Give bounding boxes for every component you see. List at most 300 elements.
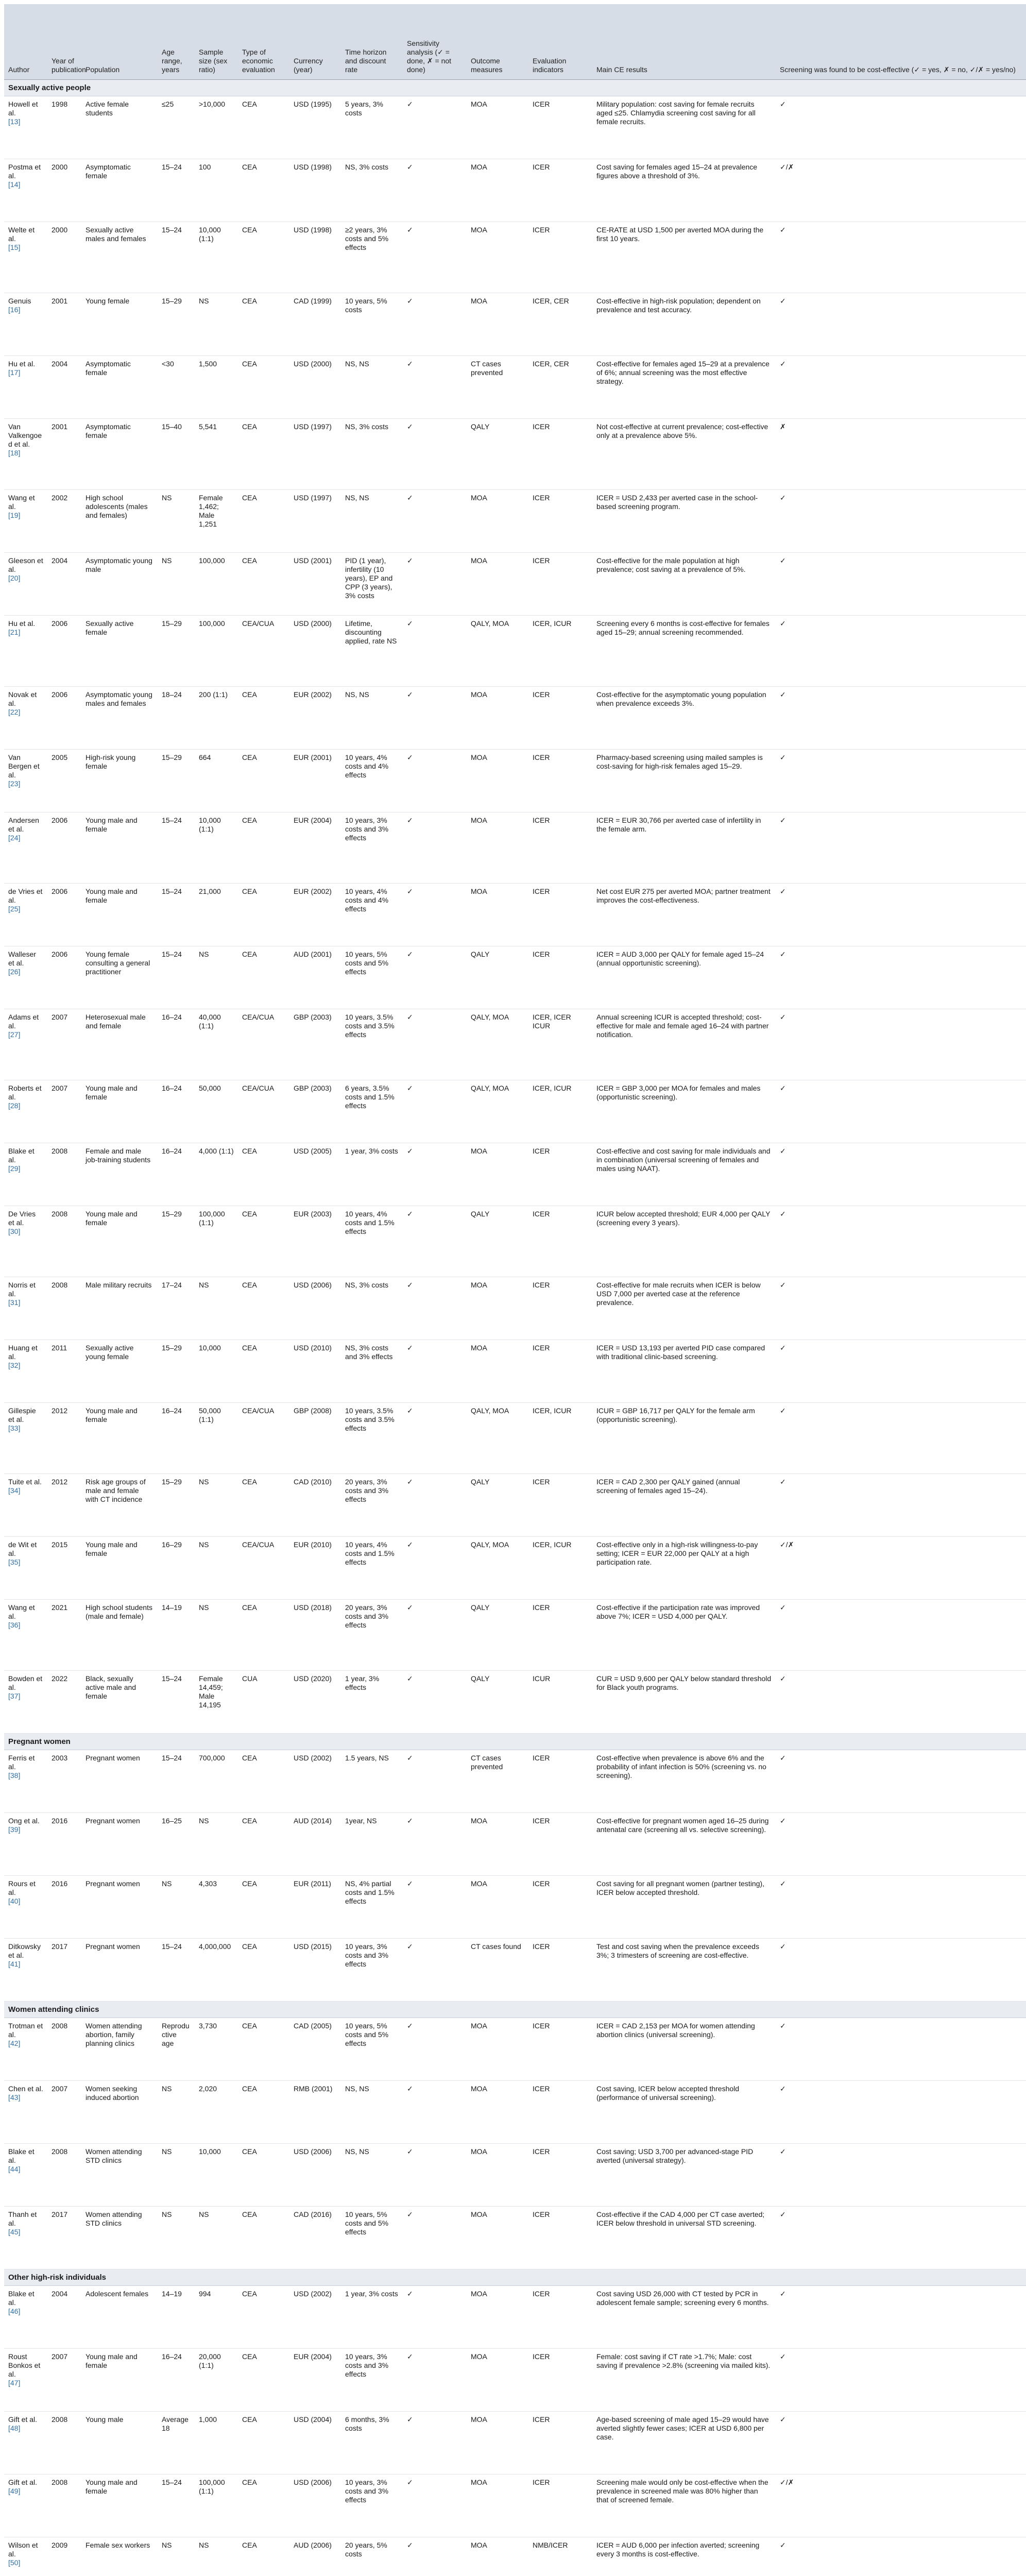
cell-population: Female sex workers <box>81 2537 158 2576</box>
table-row <box>4 418 1026 489</box>
reference-link[interactable]: [40] <box>8 1896 21 1905</box>
cell-evaluation-type: CUA <box>238 1670 289 1733</box>
cell-sensitivity: ✓ <box>403 96 467 159</box>
table-row <box>4 552 1026 615</box>
cell-age-range: NS <box>158 489 195 552</box>
cell-outcome-measures: MOA <box>467 2206 528 2269</box>
cell-cost-effective: ✓ <box>776 1402 1026 1473</box>
header-time-horizon: Time horizon and discount rate <box>341 4 403 79</box>
cell-population: Adolescent females <box>81 2285 158 2348</box>
cell-time-horizon: 10 years, 5% costs and 5% effects <box>341 2018 403 2080</box>
reference-link[interactable]: [44] <box>8 2164 21 2173</box>
cell-outcome-measures: CT cases found <box>467 1938 528 2001</box>
reference-link[interactable]: [15] <box>8 243 21 251</box>
cell-author <box>4 355 47 418</box>
cell-outcome-measures: QALY, MOA <box>467 1009 528 1080</box>
cell-time-horizon: 10 years, 5% costs and 5% effects <box>341 2206 403 2269</box>
reference-link[interactable]: [13] <box>8 117 21 126</box>
reference-link[interactable]: [42] <box>8 2039 21 2047</box>
cell-cost-effective: ✓ <box>776 1206 1026 1277</box>
header-currency: Currency (year) <box>289 4 341 79</box>
cell-currency: EUR (2001) <box>289 749 341 812</box>
table-row <box>4 2537 1026 2576</box>
cell-population: Sexually active young female <box>81 1340 158 1402</box>
cell-evaluation-type: CEA <box>238 1812 289 1875</box>
cell-currency: CAD (1999) <box>289 293 341 355</box>
cell-main-results: Pharmacy-based screening using mailed samples is cost-saving for high-risk females aged 15–29. <box>592 749 776 812</box>
reference-link[interactable]: [28] <box>8 1101 21 1110</box>
author-name: Gift et al. <box>8 2415 38 2424</box>
cell-time-horizon: 20 years, 3% costs and 3% effects <box>341 1599 403 1670</box>
cell-main-results: Cost-effective for the male population at high prevalence; cost saving at a prevalence of 5%. <box>592 552 776 615</box>
cell-population: Asymptomatic female <box>81 159 158 222</box>
cell-outcome-measures: MOA <box>467 2285 528 2348</box>
cell-sensitivity: ✓ <box>403 686 467 749</box>
reference-link[interactable]: [21] <box>8 628 21 636</box>
cell-currency: USD (1995) <box>289 96 341 159</box>
cell-evaluation-type: CEA <box>238 883 289 946</box>
table-row <box>4 1875 1026 1938</box>
cell-evaluation-type: CEA <box>238 2285 289 2348</box>
cell-age-range: 15–29 <box>158 1340 195 1402</box>
cell-main-results: ICUR = GBP 16,717 per QALY for the female arm (opportunistic screening). <box>592 1402 776 1473</box>
cell-sensitivity: ✓ <box>403 1277 467 1340</box>
cell-outcome-measures: MOA <box>467 222 528 293</box>
reference-link[interactable]: [27] <box>8 1030 21 1039</box>
cell-cost-effective: ✓ <box>776 222 1026 293</box>
cell-sample-size: NS <box>195 1277 238 1340</box>
cell-currency: EUR (2011) <box>289 1875 341 1938</box>
cell-main-results: Not cost-effective at current prevalence; cost-effective only at a prevalence above 5%. <box>592 418 776 489</box>
cell-sample-size: 3,730 <box>195 2018 238 2080</box>
cell-sensitivity: ✓ <box>403 2285 467 2348</box>
cell-outcome-measures: MOA <box>467 552 528 615</box>
table-row <box>4 1473 1026 1536</box>
cell-population: Young male <box>81 2411 158 2474</box>
cell-evaluation-type: CEA <box>238 489 289 552</box>
cell-population: Young female consulting a general practitioner <box>81 946 158 1009</box>
cell-evaluation-indicators: ICER <box>528 2348 592 2411</box>
author-name: Thanh et al. <box>8 2210 37 2227</box>
cell-age-range: 16–24 <box>158 2348 195 2411</box>
cell-year: 2008 <box>47 2018 81 2080</box>
cell-main-results: Cost-effective only in a high-risk willingness-to-pay setting; ICER = EUR 22,000 per QALY at a high participation rate. <box>592 1536 776 1599</box>
cell-author <box>4 812 47 883</box>
reference-link[interactable]: [49] <box>8 2486 21 2495</box>
reference-link[interactable]: [30] <box>8 1227 21 1235</box>
cell-evaluation-type: CEA <box>238 355 289 418</box>
cell-time-horizon: 1.5 years, NS <box>341 1750 403 1812</box>
cell-evaluation-indicators: ICER <box>528 812 592 883</box>
cell-outcome-measures: QALY, MOA <box>467 1080 528 1143</box>
cell-outcome-measures: MOA <box>467 159 528 222</box>
cell-author <box>4 1009 47 1080</box>
cell-evaluation-indicators: ICER <box>528 1143 592 1206</box>
cell-time-horizon: 1year, NS <box>341 1812 403 1875</box>
cell-population: Heterosexual male and female <box>81 1009 158 1080</box>
reference-link[interactable]: [29] <box>8 1164 21 1173</box>
cell-evaluation-indicators: ICER <box>528 1599 592 1670</box>
cell-age-range: 15–29 <box>158 293 195 355</box>
cell-age-range: 16–24 <box>158 1009 195 1080</box>
cell-author <box>4 2143 47 2206</box>
cell-cost-effective: ✓/✗ <box>776 1536 1026 1599</box>
cell-outcome-measures: MOA <box>467 293 528 355</box>
reference-link[interactable]: [26] <box>8 967 21 976</box>
cell-sample-size: 994 <box>195 2285 238 2348</box>
cell-population: Black, sexually active male and female <box>81 1670 158 1733</box>
cell-sample-size: NS <box>195 2206 238 2269</box>
author-name: Andersen et al. <box>8 816 39 833</box>
section-header-row <box>4 79 1026 96</box>
cell-year: 2012 <box>47 1402 81 1473</box>
cell-sample-size: 20,000 (1:1) <box>195 2348 238 2411</box>
reference-link[interactable]: [19] <box>8 511 21 519</box>
section-header-row <box>4 2269 1026 2285</box>
reference-link[interactable]: [16] <box>8 305 21 314</box>
cell-sample-size: 4,000,000 <box>195 1938 238 2001</box>
cell-year: 2006 <box>47 946 81 1009</box>
author-name: Postma et al. <box>8 162 41 180</box>
cell-sample-size: 50,000 <box>195 1080 238 1143</box>
reference-link[interactable]: [24] <box>8 833 21 842</box>
cell-evaluation-type: CEA <box>238 1938 289 2001</box>
cell-time-horizon: 1 year, 3% effects <box>341 1670 403 1733</box>
cell-author <box>4 222 47 293</box>
cell-sample-size: 1,000 <box>195 2411 238 2474</box>
cell-population: Risk age groups of male and female with CT incidence <box>81 1473 158 1536</box>
cell-currency: USD (1997) <box>289 418 341 489</box>
cell-sample-size: NS <box>195 1599 238 1670</box>
reference-link[interactable]: [46] <box>8 2307 21 2315</box>
cell-time-horizon: NS, 4% partial costs and 1.5% effects <box>341 1875 403 1938</box>
cell-currency: USD (2018) <box>289 1599 341 1670</box>
cell-outcome-measures: MOA <box>467 1812 528 1875</box>
cell-sensitivity: ✓ <box>403 1080 467 1143</box>
reference-link[interactable]: [47] <box>8 2378 21 2387</box>
cell-year: 2015 <box>47 1536 81 1599</box>
cell-evaluation-indicators: ICER <box>528 552 592 615</box>
cell-age-range: 15–24 <box>158 2474 195 2537</box>
cell-cost-effective: ✓ <box>776 2285 1026 2348</box>
cell-age-range: 14–19 <box>158 2285 195 2348</box>
cell-main-results: ICER = USD 13,193 per averted PID case compared with traditional clinic-based screening. <box>592 1340 776 1402</box>
cell-evaluation-indicators: ICER <box>528 1277 592 1340</box>
author-name: Walleser et al. <box>8 950 36 967</box>
cell-cost-effective: ✓ <box>776 615 1026 686</box>
header-cost-effective: Screening was found to be cost-effective (✓ = yes, ✗ = no, ✓/✗ = yes/no) <box>776 4 1026 79</box>
cell-currency: CAD (2016) <box>289 2206 341 2269</box>
cell-author <box>4 1206 47 1277</box>
reference-link[interactable]: [37] <box>8 1691 21 1700</box>
cell-time-horizon: NS, NS <box>341 2143 403 2206</box>
table-row <box>4 1340 1026 1402</box>
cell-author <box>4 883 47 946</box>
cell-cost-effective: ✓ <box>776 489 1026 552</box>
author-name: Bowden et al. <box>8 1674 43 1691</box>
cell-time-horizon: NS, 3% costs and 3% effects <box>341 1340 403 1402</box>
cell-time-horizon: 20 years, 5% costs <box>341 2537 403 2576</box>
cell-outcome-measures: MOA <box>467 2080 528 2143</box>
cell-main-results: Screening every 6 months is cost-effective for females aged 15–29; annual screening recommended. <box>592 615 776 686</box>
cell-population: Young male and female <box>81 2348 158 2411</box>
cell-author <box>4 1875 47 1938</box>
cell-currency: AUD (2014) <box>289 1812 341 1875</box>
header-outcome-measures: Outcome measures <box>467 4 528 79</box>
cell-time-horizon: 1 year, 3% costs <box>341 1143 403 1206</box>
cell-cost-effective: ✓ <box>776 2537 1026 2576</box>
cell-evaluation-type: CEA <box>238 749 289 812</box>
cell-cost-effective: ✓ <box>776 2348 1026 2411</box>
cell-sensitivity: ✓ <box>403 1750 467 1812</box>
cell-currency: CAD (2010) <box>289 1473 341 1536</box>
cell-age-range: 14–19 <box>158 1599 195 1670</box>
cell-evaluation-indicators: ICER <box>528 2411 592 2474</box>
author-name: Welte et al. <box>8 225 35 243</box>
cell-cost-effective: ✓ <box>776 2018 1026 2080</box>
cell-year: 2004 <box>47 552 81 615</box>
cell-main-results: Cost saving for all pregnant women (partner testing), ICER below accepted threshold. <box>592 1875 776 1938</box>
cell-sample-size: NS <box>195 2537 238 2576</box>
cell-population: Women attending STD clinics <box>81 2143 158 2206</box>
table-row <box>4 686 1026 749</box>
reference-link[interactable]: [31] <box>8 1298 21 1307</box>
cell-sensitivity: ✓ <box>403 418 467 489</box>
cell-year: 2008 <box>47 2474 81 2537</box>
cell-main-results: ICER = GBP 3,000 per MOA for females and males (opportunistic screening). <box>592 1080 776 1143</box>
cell-population: Asymptomatic young male <box>81 552 158 615</box>
author-name: Van Bergen et al. <box>8 753 40 779</box>
cell-cost-effective: ✓ <box>776 1080 1026 1143</box>
cell-evaluation-type: CEA <box>238 1599 289 1670</box>
cell-main-results: CE-RATE at USD 1,500 per averted MOA during the first 10 years. <box>592 222 776 293</box>
table-row <box>4 2206 1026 2269</box>
cell-population: Young female <box>81 293 158 355</box>
cell-main-results: Test and cost saving when the prevalence exceeds 3%; 3 trimesters of screening are cost-effective. <box>592 1938 776 2001</box>
cell-main-results: Cost saving for females aged 15–24 at prevalence figures above a threshold of 3%. <box>592 159 776 222</box>
cell-author <box>4 2474 47 2537</box>
table-row <box>4 1938 1026 2001</box>
cell-evaluation-type: CEA <box>238 2348 289 2411</box>
cell-year: 2007 <box>47 2348 81 2411</box>
cell-evaluation-indicators: ICER <box>528 1473 592 1536</box>
cell-sensitivity: ✓ <box>403 293 467 355</box>
cell-evaluation-indicators: ICER <box>528 2143 592 2206</box>
cell-cost-effective: ✓ <box>776 552 1026 615</box>
cell-main-results: Military population: cost saving for female recruits aged ≤25. Chlamydia screening cost saving for all female recruits. <box>592 96 776 159</box>
cell-author <box>4 2080 47 2143</box>
reference-link[interactable]: [17] <box>8 368 21 377</box>
reference-link[interactable]: [34] <box>8 1486 21 1495</box>
cell-population: Sexually active female <box>81 615 158 686</box>
evaluation-table-document <box>4 4 1016 2576</box>
cell-year: 2006 <box>47 883 81 946</box>
header-evaluation-indicators: Evaluation indicators <box>528 4 592 79</box>
cell-sensitivity: ✓ <box>403 2411 467 2474</box>
cell-currency: USD (2020) <box>289 1670 341 1733</box>
reference-link[interactable]: [50] <box>8 2558 21 2567</box>
reference-link[interactable]: [39] <box>8 1825 21 1834</box>
cell-author <box>4 1670 47 1733</box>
cell-evaluation-type: CEA/CUA <box>238 1402 289 1473</box>
author-name: de Vries et al. <box>8 887 43 904</box>
header-age-range: Age range, years <box>158 4 195 79</box>
reference-link[interactable]: [25] <box>8 904 21 913</box>
cell-outcome-measures: QALY, MOA <box>467 1536 528 1599</box>
cell-outcome-measures: MOA <box>467 1277 528 1340</box>
cell-main-results: Cost-effective if the participation rate was improved above 7%; ICER = USD 4,000 per QALY. <box>592 1599 776 1670</box>
cell-currency: GBP (2003) <box>289 1009 341 1080</box>
cell-time-horizon: 10 years, 3.5% costs and 3.5% effects <box>341 1402 403 1473</box>
cell-author <box>4 1750 47 1812</box>
cell-time-horizon: 10 years, 5% costs <box>341 293 403 355</box>
cell-main-results: ICER = USD 2,433 per averted case in the school-based screening program. <box>592 489 776 552</box>
cell-population: Young male and female <box>81 1536 158 1599</box>
reference-link[interactable]: [22] <box>8 707 21 716</box>
section-title: Pregnant women <box>4 1733 1026 1750</box>
cell-outcome-measures: MOA <box>467 1143 528 1206</box>
cell-currency: CAD (2005) <box>289 2018 341 2080</box>
cell-time-horizon: 10 years, 4% costs and 1.5% effects <box>341 1536 403 1599</box>
cell-outcome-measures: MOA <box>467 1340 528 1402</box>
author-name: Hu et al. <box>8 619 36 628</box>
cell-time-horizon: 10 years, 3% costs and 3% effects <box>341 2474 403 2537</box>
cell-currency: USD (1998) <box>289 159 341 222</box>
table-row <box>4 1536 1026 1599</box>
cell-cost-effective: ✓ <box>776 1938 1026 2001</box>
cell-cost-effective: ✓ <box>776 1340 1026 1402</box>
cell-age-range: NS <box>158 552 195 615</box>
cell-age-range: 16–29 <box>158 1536 195 1599</box>
reference-link[interactable]: [18] <box>8 448 21 457</box>
reference-link[interactable]: [20] <box>8 573 21 582</box>
cell-age-range: Reproductive age <box>158 2018 195 2080</box>
cell-year: 2012 <box>47 1473 81 1536</box>
author-name: Hu et al. <box>8 359 36 368</box>
cell-year: 2008 <box>47 1277 81 1340</box>
cell-population: Young male and female <box>81 1080 158 1143</box>
header-sample-size: Sample size (sex ratio) <box>195 4 238 79</box>
cell-outcome-measures: CT cases prevented <box>467 355 528 418</box>
table-row <box>4 1277 1026 1340</box>
cell-evaluation-type: CEA <box>238 1143 289 1206</box>
cell-time-horizon: 20 years, 3% costs and 3% effects <box>341 1473 403 1536</box>
cell-author <box>4 1143 47 1206</box>
cell-sample-size: 10,000 <box>195 2143 238 2206</box>
cell-currency: AUD (2001) <box>289 946 341 1009</box>
cell-population: Pregnant women <box>81 1938 158 2001</box>
section-title: Sexually active people <box>4 79 1026 96</box>
cell-time-horizon: NS, NS <box>341 2080 403 2143</box>
table-row <box>4 812 1026 883</box>
author-name: Tuite et al. <box>8 1477 42 1486</box>
reference-link[interactable]: [35] <box>8 1557 21 1566</box>
reference-link[interactable]: [23] <box>8 779 21 788</box>
cell-evaluation-type: CEA <box>238 1206 289 1277</box>
cell-sample-size: 664 <box>195 749 238 812</box>
section-header-row <box>4 2001 1026 2018</box>
cell-cost-effective: ✓ <box>776 749 1026 812</box>
cell-author <box>4 946 47 1009</box>
cell-year: 2004 <box>47 2285 81 2348</box>
cell-time-horizon: NS, NS <box>341 489 403 552</box>
cell-sample-size: Female 14,459; Male 14,195 <box>195 1670 238 1733</box>
cell-age-range: 15–29 <box>158 749 195 812</box>
cell-main-results: Cost-effective if the CAD 4,000 per CT case averted; ICER below threshold in universal STD screening. <box>592 2206 776 2269</box>
cell-currency: RMB (2001) <box>289 2080 341 2143</box>
cell-sensitivity: ✓ <box>403 2474 467 2537</box>
table-row <box>4 615 1026 686</box>
cell-author <box>4 1812 47 1875</box>
cell-time-horizon: 10 years, 4% costs and 4% effects <box>341 883 403 946</box>
cell-year: 2007 <box>47 2080 81 2143</box>
cell-outcome-measures: MOA <box>467 812 528 883</box>
cell-author <box>4 2018 47 2080</box>
cell-currency: EUR (2004) <box>289 2348 341 2411</box>
cell-year: 2000 <box>47 222 81 293</box>
cell-age-range: 15–29 <box>158 615 195 686</box>
cell-sample-size: 4,303 <box>195 1875 238 1938</box>
cell-age-range: 16–24 <box>158 1080 195 1143</box>
cell-outcome-measures: QALY <box>467 1670 528 1733</box>
reference-link[interactable]: [14] <box>8 180 21 189</box>
cell-population: Young male and female <box>81 2474 158 2537</box>
cell-currency: USD (2001) <box>289 552 341 615</box>
cell-evaluation-type: CEA <box>238 2080 289 2143</box>
reference-link[interactable]: [38] <box>8 1771 21 1780</box>
cell-outcome-measures: MOA <box>467 1875 528 1938</box>
reference-link[interactable]: [41] <box>8 1959 21 1968</box>
cell-cost-effective: ✓ <box>776 1599 1026 1670</box>
cell-main-results: ICER = AUD 3,000 per QALY for female aged 15–24 (annual opportunistic screening). <box>592 946 776 1009</box>
cell-time-horizon: NS, 3% costs <box>341 418 403 489</box>
cell-evaluation-type: CEA <box>238 2143 289 2206</box>
cell-age-range: 16–24 <box>158 1143 195 1206</box>
cell-author <box>4 1599 47 1670</box>
header-year: Year of publication <box>47 4 81 79</box>
cell-evaluation-indicators: ICER, CER <box>528 293 592 355</box>
cell-currency: GBP (2003) <box>289 1080 341 1143</box>
cell-sample-size: 1,500 <box>195 355 238 418</box>
table-row <box>4 1812 1026 1875</box>
author-name: Wang et al. <box>8 493 35 511</box>
cell-age-range: 15–40 <box>158 418 195 489</box>
cell-main-results: Cost saving; USD 3,700 per advanced-stage PID averted (universal strategy). <box>592 2143 776 2206</box>
cell-evaluation-type: CEA <box>238 96 289 159</box>
cell-cost-effective: ✓ <box>776 946 1026 1009</box>
cell-evaluation-indicators: ICER <box>528 222 592 293</box>
reference-link[interactable]: [48] <box>8 2424 21 2432</box>
cell-population: Young male and female <box>81 1206 158 1277</box>
cell-time-horizon: NS, NS <box>341 355 403 418</box>
cell-sample-size: NS <box>195 1536 238 1599</box>
reference-link[interactable]: [45] <box>8 2227 21 2236</box>
author-name: Norris et al. <box>8 1280 36 1298</box>
reference-link[interactable]: [43] <box>8 2093 21 2102</box>
reference-link[interactable]: [33] <box>8 1423 21 1432</box>
section-title: Women attending clinics <box>4 2001 1026 2018</box>
author-name: Ferris et al. <box>8 1753 35 1771</box>
cell-year: 2008 <box>47 2411 81 2474</box>
reference-link[interactable]: [32] <box>8 1361 21 1369</box>
cell-year: 2016 <box>47 1812 81 1875</box>
cell-cost-effective: ✓ <box>776 1277 1026 1340</box>
author-name: Gleeson et al. <box>8 556 43 573</box>
reference-link[interactable]: [36] <box>8 1620 21 1629</box>
cell-outcome-measures: MOA <box>467 749 528 812</box>
table-row <box>4 1599 1026 1670</box>
author-name: de Wit et al. <box>8 1540 37 1557</box>
